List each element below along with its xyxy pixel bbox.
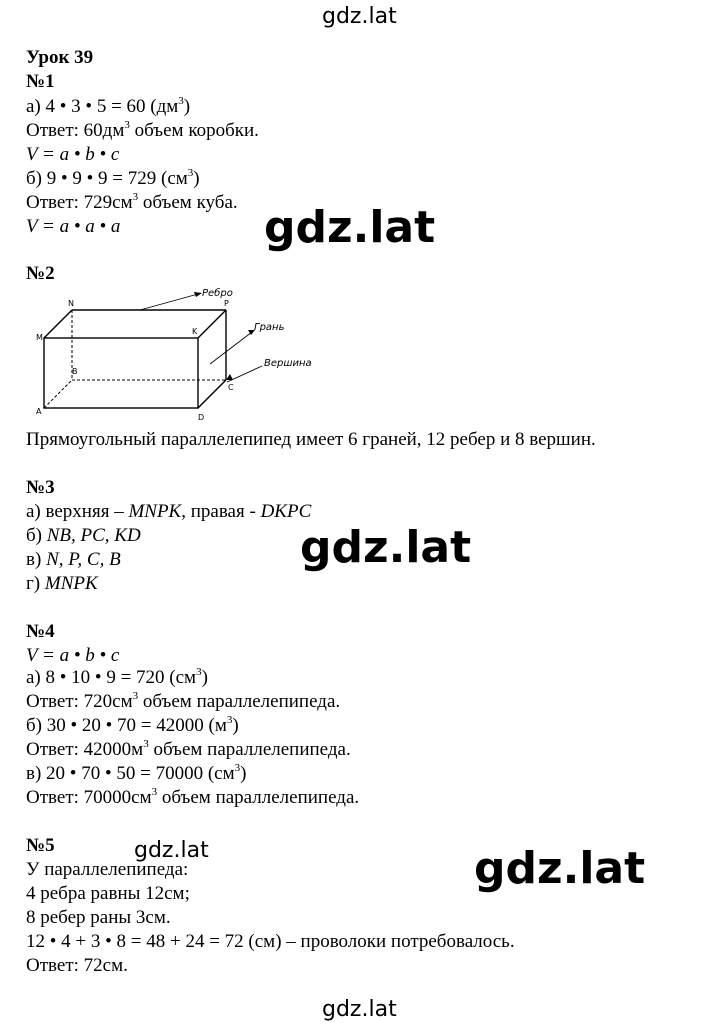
pointer-edge-head [194,292,202,297]
front-face-AMKD [44,338,198,408]
lesson-title: Урок 39 [26,47,94,68]
parallelepiped-diagram [30,284,330,430]
task4-formula: V = a • b • c [26,645,120,666]
pointer-vertex-head [226,374,233,380]
task3-number: №3 [26,477,55,498]
task5-line-3: 8 ребер раны 3см. [26,907,171,928]
task4-c-answer: Ответ: $70000см^3$ объем параллелепипеда. [26,786,360,808]
label-P: P [224,299,229,308]
label-vertex: Вершина [264,358,312,369]
task5-line-1: У параллелепипеда: [26,859,189,880]
task4-number: №4 [26,621,55,642]
task4-b-expression: б) 30 • 20 • 70 = 42000 $(м^3)$ [26,714,239,736]
task4-a-expression: а) 8 • 10 • 9 = 720 $(см^3)$ [26,666,208,688]
task1-b-expression: б) 9 • 9 • 9 = 729 $(см^3)$ [26,167,200,189]
label-D: D [198,413,205,422]
task1-formula-box: V = a • b • c [26,144,120,165]
label-K: K [192,327,198,336]
label-C: C [228,383,234,392]
pointer-edge-line [140,294,198,310]
watermark-mid-2: gdz.lat [300,522,472,573]
task5-line-4: 12 • 4 + 3 • 8 = 48 + 24 = 72 (см) – проволоки потребовалось. [26,931,515,952]
label-edge: Ребро [202,288,233,299]
task4-a-answer: Ответ: $720см^3$ объем параллелепипеда. [26,690,341,712]
task3-c: в) N, P, C, B [26,549,121,570]
label-B: B [72,367,78,376]
task4-c-expression: в) 20 • 70 • 50 = 70000 $(см^3)$ [26,762,247,784]
watermark-big-right: gdz.lat [474,843,646,894]
watermark-top: gdz.lat [322,4,397,29]
label-A: A [36,407,42,416]
task5-line-2: 4 ребра равны 12см; [26,883,190,904]
watermark-bottom: gdz.lat [322,997,397,1022]
label-N: N [68,299,74,308]
task3-b: б) NB, PC, KD [26,525,141,546]
task2-number: №2 [26,263,55,284]
label-M: M [36,333,43,342]
watermark-inline: gdz.lat [134,838,209,863]
hidden-edge-AB [44,380,72,408]
pointer-face-line [210,332,252,364]
task5-number: №5 [26,835,55,856]
edge-DC [198,380,226,408]
label-face: Грань [254,322,285,333]
task3-a: а) верхняя – MNPK, правая - DKPC [26,501,312,522]
task2-text: Прямоугольный параллелепипед имеет 6 граней, 12 ребер и 8 вершин. [26,429,596,450]
task1-a-answer: Ответ: $60дм^3$ объем коробки. [26,119,259,141]
task1-b-answer: Ответ: $729см^3$ объем куба. [26,191,238,213]
task1-number: №1 [26,71,55,92]
watermark-mid-1: gdz.lat [264,202,436,253]
task1-formula-cube: V = a • a • a [26,216,121,237]
task3-d: г) MNPK [26,573,98,594]
task4-b-answer: Ответ: $42000м^3$ объем параллелепипеда. [26,738,351,760]
task1-a-expression: а) 4 • 3 • 5 = 60 $(дм^3)$ [26,95,191,117]
edge-KP [198,310,226,338]
edge-MN [44,310,72,338]
task5-answer: Ответ: 72см. [26,955,128,976]
